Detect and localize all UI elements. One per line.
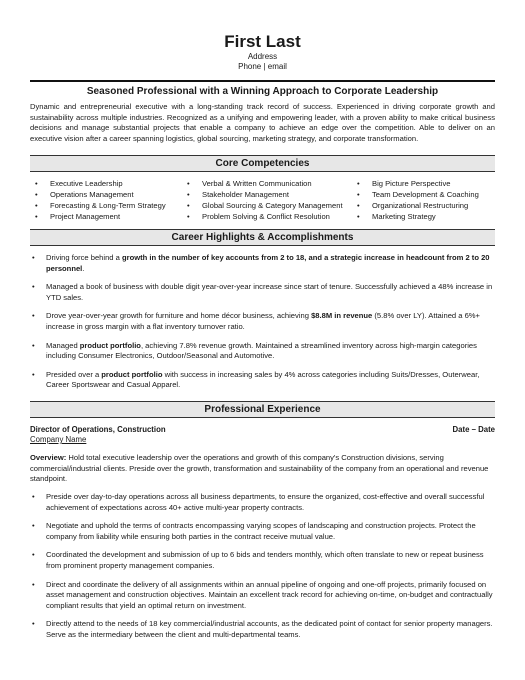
highlight-item: • Managed a book of business with double digit year-over-year increase since start of tenure. Successfully achieved a 48% increase in YTD sales. (30, 282, 495, 303)
competency-item: • Global Sourcing & Category Management (182, 200, 352, 211)
highlight-item: • Managed product portfolio, achieving 7.8% revenue growth. Maintained a streamlined inventory across high-margin categories including Consumer Electronics, Outdoor/Seasonal and Automotive. (30, 341, 495, 362)
duty-item: • Negotiate and uphold the terms of contracts encompassing varying scopes of landscaping and construction projects. Protect the company from liability while ensuring both parties in the contract receive mutual value. (30, 521, 495, 542)
resume-header (0, 0, 525, 72)
competencies-column (30, 178, 182, 222)
job-overview (30, 453, 495, 485)
overview-label: Overview: (30, 453, 67, 462)
section-header-experience: Professional Experience (30, 401, 495, 418)
candidate-name: First Last (224, 32, 301, 51)
competencies-column (182, 178, 352, 222)
highlight-item: • Driving force behind a growth in the number of key accounts from 2 to 18, and a strategic increase in headcount from 2 to 20 personnel. (30, 253, 495, 274)
competency-item: • Project Management (30, 211, 182, 222)
address-line: Address (247, 52, 278, 61)
competency-item: • Stakeholder Management (182, 189, 352, 200)
section-header-highlights: Career Highlights & Accomplishments (30, 229, 495, 246)
competency-item: • Big Picture Perspective (352, 178, 495, 189)
duty-item: • Directly attend to the needs of 18 key commercial/industrial accounts, as the dedicated point of contact for senior property managers. Serve as the intermediary between the client and multi-departmental teams. (30, 619, 495, 640)
job-title: Director of Operations, Construction (30, 425, 166, 434)
duties-list (30, 492, 495, 649)
competencies-column (352, 178, 495, 222)
competency-item: • Marketing Strategy (352, 211, 495, 222)
highlight-item: • Presided over a product portfolio with success in increasing sales by 4% across categories including Suits/Dresses, Outerwear, Career Sportswear and Casual Apparel. (30, 370, 495, 391)
overview-text: Hold total executive leadership over the operations and growth of this company's Construction divisions, serving commercial/industrial clients. Preside over the growth, transformation and sustainability of the company from an operational and revenue standpoint. (30, 453, 489, 484)
duty-item: • Direct and coordinate the delivery of all assignments within an annual pipeline of ongoing and one-off projects, primarily focused on asset management and construction objectives. Maintain an excellent track record for achieving on-time, on-budget and contractually compliant results that yield an optimal return on investment. (30, 580, 495, 612)
highlights-list (30, 253, 495, 399)
job-header (30, 425, 495, 445)
competencies-grid (30, 178, 495, 222)
headline: Seasoned Professional with a Winning Approach to Corporate Leadership (86, 86, 439, 97)
competency-item: • Problem Solving & Conflict Resolution (182, 211, 352, 222)
section-header-core-competencies: Core Competencies (30, 155, 495, 172)
competency-item: • Organizational Restructuring (352, 200, 495, 211)
highlight-item: • Drove year-over-year growth for furniture and home décor business, achieving $8.8M in revenue (5.8% over LY). Attained a 6%+ increase in gross margin with a flat inventory turnover ratio. (30, 311, 495, 332)
competency-item: • Executive Leadership (30, 178, 182, 189)
job-date-range: Date – Date (452, 425, 495, 434)
competency-item: • Verbal & Written Communication (182, 178, 352, 189)
phone-email-line: Phone | email (238, 62, 287, 71)
competency-item: • Forecasting & Long-Term Strategy (30, 200, 182, 211)
duty-item: • Preside over day-to-day operations across all business departments, to ensure the organized, cost-effective and overall successful achievement of expectations across 40+ active multi-year property contracts. (30, 492, 495, 513)
duty-item: • Coordinated the development and submission of up to 6 bids and tenders monthly, which often translate to new or repeat business from prominent property management companies. (30, 550, 495, 571)
company-name: Company Name (30, 435, 87, 444)
summary-paragraph: Dynamic and entrepreneurial executive with a long-standing track record of success. Experienced in driving corporate growth and sustainability across multiple industries. Recognized as a unifying and empowering leader, with a proven ability to make critical business decisions and manage substantial projects that enable a company to achieve an edge over the competition. Able to deliver on an executive vision after a career spanning logistics, global sourcing, marketing strategy, and corporate transformation. (30, 102, 495, 143)
header-divider (30, 80, 495, 82)
competency-item: • Team Development & Coaching (352, 189, 495, 200)
competency-item: • Operations Management (30, 189, 182, 200)
